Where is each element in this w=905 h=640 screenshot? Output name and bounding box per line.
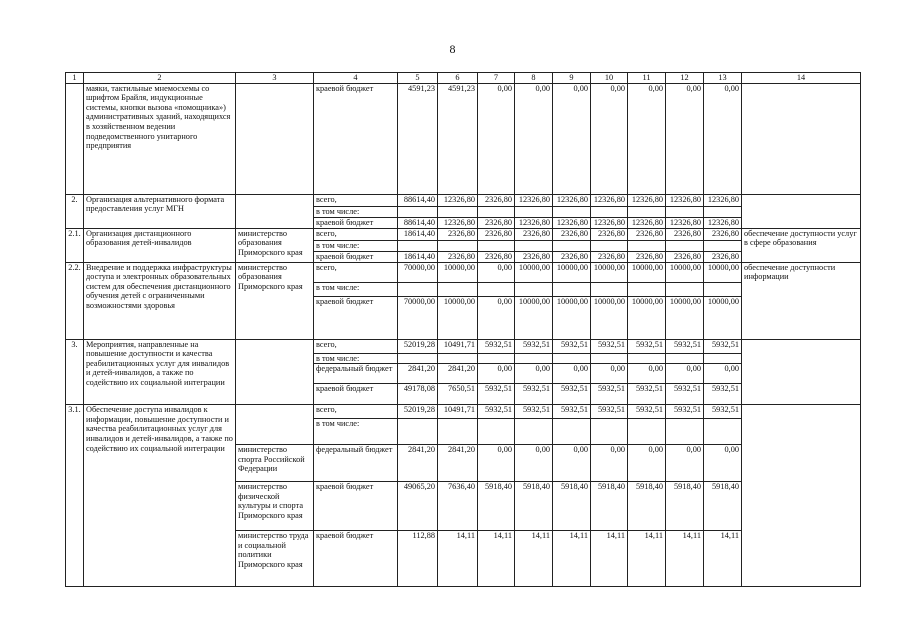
empty-cell <box>438 419 478 445</box>
value-cell: 12326,80 <box>704 217 742 228</box>
row-number: 2.1. <box>66 228 84 262</box>
value-cell: 5918,40 <box>478 482 515 531</box>
value-cell: 12326,80 <box>553 194 591 206</box>
result-cell <box>742 405 861 587</box>
result-text: обеспечение доступности услуг в сфере образования <box>742 228 861 262</box>
value-cell: 7650,51 <box>438 384 478 405</box>
value-cell: 10000,00 <box>704 296 742 339</box>
funding-source: краевой бюджет <box>314 83 398 194</box>
empty-cell <box>628 353 666 364</box>
value-cell: 2326,80 <box>628 251 666 262</box>
empty-cell <box>628 206 666 217</box>
empty-cell <box>666 353 704 364</box>
empty-cell <box>398 206 438 217</box>
funding-source: краевой бюджет <box>314 296 398 339</box>
value-cell: 5932,51 <box>515 339 553 353</box>
funding-incl-label: в том числе: <box>314 206 398 217</box>
value-cell: 5932,51 <box>666 384 704 405</box>
empty-cell <box>515 206 553 217</box>
column-header: 11 <box>628 73 666 84</box>
empty-cell <box>398 240 438 251</box>
value-cell: 2326,80 <box>515 251 553 262</box>
value-cell: 0,00 <box>478 445 515 482</box>
value-cell: 0,00 <box>591 83 628 194</box>
value-cell: 0,00 <box>666 364 704 384</box>
value-cell: 5932,51 <box>553 384 591 405</box>
value-cell: 10000,00 <box>628 262 666 282</box>
value-cell: 2326,80 <box>515 228 553 240</box>
empty-cell <box>628 282 666 296</box>
value-cell: 0,00 <box>591 364 628 384</box>
funding-source: краевой бюджет <box>314 217 398 228</box>
value-cell: 5932,51 <box>628 339 666 353</box>
empty-cell <box>478 282 515 296</box>
value-cell: 2326,80 <box>591 228 628 240</box>
table-row <box>66 228 861 240</box>
value-cell: 12326,80 <box>591 217 628 228</box>
value-cell: 5932,51 <box>704 405 742 419</box>
value-cell: 10000,00 <box>515 262 553 282</box>
value-cell: 0,00 <box>628 83 666 194</box>
value-cell: 0,00 <box>515 445 553 482</box>
activity-name: Мероприятия, направленные на повышение доступности и качества реабилитационных услуг для инвалидов и детей-инвалидов, а также по содействию их социальной интеграции <box>84 339 236 405</box>
value-cell: 2326,80 <box>666 251 704 262</box>
value-cell: 0,00 <box>704 445 742 482</box>
empty-cell <box>666 240 704 251</box>
funding-incl-label: в том числе: <box>314 353 398 364</box>
empty-cell <box>628 240 666 251</box>
column-header: 4 <box>314 73 398 84</box>
value-cell: 5932,51 <box>628 405 666 419</box>
empty-cell <box>553 206 591 217</box>
activity-name: Организация дистанционного образования детей-инвалидов <box>84 228 236 262</box>
value-cell: 2326,80 <box>704 251 742 262</box>
executor-cell <box>236 405 314 445</box>
value-cell: 0,00 <box>515 83 553 194</box>
empty-cell <box>438 353 478 364</box>
value-cell: 2326,80 <box>666 228 704 240</box>
executor: министерство спорта Российской Федерации <box>236 445 314 482</box>
executor-cell <box>236 194 314 228</box>
value-cell: 10491,71 <box>438 405 478 419</box>
table-row <box>66 262 861 282</box>
result-text: обеспечение доступности информации <box>742 262 861 339</box>
value-cell: 2326,80 <box>438 228 478 240</box>
column-header: 1 <box>66 73 84 84</box>
funding-source: федеральный бюджет <box>314 445 398 482</box>
value-cell: 2326,80 <box>628 228 666 240</box>
activity-name: маяки, тактильные мнемосхемы со шрифтом Брайля, индукционные системы, кнопки вызова «помощника») административных зданий, находящихся в хозяйственном ведении подведомственного унитарного предприятия <box>84 83 236 194</box>
value-cell: 5932,51 <box>666 405 704 419</box>
value-cell: 5932,51 <box>478 384 515 405</box>
value-cell: 4591,23 <box>438 83 478 194</box>
value-cell: 88614,40 <box>398 217 438 228</box>
value-cell: 14,11 <box>478 531 515 587</box>
row-number-cell <box>66 83 84 194</box>
row-number: 2. <box>66 194 84 228</box>
value-cell: 5932,51 <box>591 339 628 353</box>
row-number: 2.2. <box>66 262 84 339</box>
value-cell: 0,00 <box>666 83 704 194</box>
column-header: 12 <box>666 73 704 84</box>
empty-cell <box>553 353 591 364</box>
value-cell: 14,11 <box>704 531 742 587</box>
value-cell: 14,11 <box>515 531 553 587</box>
result-cell <box>742 339 861 405</box>
value-cell: 2326,80 <box>478 228 515 240</box>
value-cell: 5918,40 <box>591 482 628 531</box>
value-cell: 10491,71 <box>438 339 478 353</box>
empty-cell <box>666 206 704 217</box>
result-cell <box>742 83 861 194</box>
column-header: 2 <box>84 73 236 84</box>
value-cell: 5932,51 <box>591 384 628 405</box>
value-cell: 12326,80 <box>515 194 553 206</box>
value-cell: 2326,80 <box>553 251 591 262</box>
value-cell: 5932,51 <box>515 384 553 405</box>
value-cell: 0,00 <box>515 364 553 384</box>
empty-cell <box>591 419 628 445</box>
column-header: 14 <box>742 73 861 84</box>
value-cell: 0,00 <box>666 445 704 482</box>
value-cell: 5932,51 <box>704 339 742 353</box>
empty-cell <box>398 282 438 296</box>
value-cell: 5932,51 <box>591 405 628 419</box>
value-cell: 2326,80 <box>478 217 515 228</box>
funding-total-label: всего, <box>314 339 398 353</box>
column-header: 3 <box>236 73 314 84</box>
executor: министерство образования Приморского края <box>236 262 314 339</box>
value-cell: 0,00 <box>478 83 515 194</box>
value-cell: 12326,80 <box>553 217 591 228</box>
value-cell: 14,11 <box>628 531 666 587</box>
value-cell: 12326,80 <box>666 217 704 228</box>
value-cell: 10000,00 <box>553 262 591 282</box>
column-header: 5 <box>398 73 438 84</box>
value-cell: 2841,20 <box>398 364 438 384</box>
empty-cell <box>398 419 438 445</box>
funding-incl-label: в том числе: <box>314 240 398 251</box>
empty-cell <box>515 353 553 364</box>
value-cell: 0,00 <box>704 83 742 194</box>
value-cell: 10000,00 <box>704 262 742 282</box>
value-cell: 10000,00 <box>666 262 704 282</box>
value-cell: 10000,00 <box>438 262 478 282</box>
empty-cell <box>478 419 515 445</box>
executor: министерство труда и социальной политики Приморского края <box>236 531 314 587</box>
empty-cell <box>591 282 628 296</box>
value-cell: 2841,20 <box>398 445 438 482</box>
empty-cell <box>478 240 515 251</box>
value-cell: 14,11 <box>591 531 628 587</box>
funding-source: федеральный бюджет <box>314 364 398 384</box>
empty-cell <box>704 206 742 217</box>
value-cell: 0,00 <box>553 445 591 482</box>
value-cell: 14,11 <box>438 531 478 587</box>
value-cell: 18614,40 <box>398 228 438 240</box>
value-cell: 5932,51 <box>515 405 553 419</box>
value-cell: 12326,80 <box>628 194 666 206</box>
funding-total-label: всего, <box>314 262 398 282</box>
value-cell: 5918,40 <box>704 482 742 531</box>
value-cell: 4591,23 <box>398 83 438 194</box>
value-cell: 0,00 <box>591 445 628 482</box>
executor: министерство образования Приморского края <box>236 228 314 262</box>
value-cell: 12326,80 <box>704 194 742 206</box>
value-cell: 0,00 <box>553 83 591 194</box>
row-number: 3.1. <box>66 405 84 587</box>
value-cell: 12326,80 <box>591 194 628 206</box>
value-cell: 0,00 <box>628 445 666 482</box>
table-row <box>66 339 861 353</box>
value-cell: 12326,80 <box>515 217 553 228</box>
value-cell: 5932,51 <box>478 339 515 353</box>
value-cell: 70000,00 <box>398 296 438 339</box>
value-cell: 5932,51 <box>704 384 742 405</box>
value-cell: 5918,40 <box>666 482 704 531</box>
value-cell: 10000,00 <box>591 262 628 282</box>
row-number: 3. <box>66 339 84 405</box>
funding-total-label: всего, <box>314 405 398 419</box>
value-cell: 2326,80 <box>438 251 478 262</box>
value-cell: 0,00 <box>628 364 666 384</box>
funding-source: краевой бюджет <box>314 384 398 405</box>
value-cell: 5932,51 <box>478 405 515 419</box>
empty-cell <box>478 353 515 364</box>
empty-cell <box>704 282 742 296</box>
value-cell: 14,11 <box>666 531 704 587</box>
column-header: 7 <box>478 73 515 84</box>
value-cell: 2841,20 <box>438 364 478 384</box>
empty-cell <box>438 206 478 217</box>
table-row <box>66 73 861 84</box>
column-header: 6 <box>438 73 478 84</box>
empty-cell <box>438 240 478 251</box>
value-cell: 12326,80 <box>438 194 478 206</box>
activity-name: Обеспечение доступа инвалидов к информации, повышение доступности и качества реабилитационных услуг для инвалидов и детей-инвалидов, а также по содействию их социальной интеграции <box>84 405 236 587</box>
value-cell: 5932,51 <box>553 339 591 353</box>
page-number: 8 <box>449 42 456 56</box>
value-cell: 0,00 <box>478 262 515 282</box>
value-cell: 5918,40 <box>515 482 553 531</box>
executor: министерство физической культуры и спорта Приморского края <box>236 482 314 531</box>
value-cell: 12326,80 <box>666 194 704 206</box>
value-cell: 12326,80 <box>628 217 666 228</box>
activity-name: Внедрение и поддержка инфраструктуры доступа и электронных образовательных систем для обеспечения дистанционного обучения детей с ограниченными возможностями здоровья <box>84 262 236 339</box>
value-cell: 0,00 <box>553 364 591 384</box>
value-cell: 49178,08 <box>398 384 438 405</box>
value-cell: 52019,28 <box>398 405 438 419</box>
empty-cell <box>591 353 628 364</box>
empty-cell <box>553 240 591 251</box>
empty-cell <box>553 419 591 445</box>
funding-incl-label: в том числе: <box>314 419 398 445</box>
table-row <box>66 194 861 206</box>
value-cell: 52019,28 <box>398 339 438 353</box>
value-cell: 5918,40 <box>553 482 591 531</box>
empty-cell <box>553 282 591 296</box>
value-cell: 7636,40 <box>438 482 478 531</box>
activity-name: Организация альтернативного формата предоставления услуг МГН <box>84 194 236 228</box>
empty-cell <box>591 240 628 251</box>
value-cell: 2326,80 <box>553 228 591 240</box>
funding-total-label: всего, <box>314 194 398 206</box>
value-cell: 5932,51 <box>666 339 704 353</box>
value-cell: 5918,40 <box>628 482 666 531</box>
empty-cell <box>515 240 553 251</box>
value-cell: 0,00 <box>478 296 515 339</box>
funding-source: краевой бюджет <box>314 531 398 587</box>
funding-total-label: всего, <box>314 228 398 240</box>
value-cell: 18614,40 <box>398 251 438 262</box>
empty-cell <box>515 419 553 445</box>
funding-incl-label: в том числе: <box>314 282 398 296</box>
value-cell: 10000,00 <box>553 296 591 339</box>
value-cell: 10000,00 <box>591 296 628 339</box>
column-header: 10 <box>591 73 628 84</box>
column-header: 13 <box>704 73 742 84</box>
value-cell: 14,11 <box>553 531 591 587</box>
value-cell: 10000,00 <box>628 296 666 339</box>
value-cell: 2841,20 <box>438 445 478 482</box>
empty-cell <box>628 419 666 445</box>
value-cell: 70000,00 <box>398 262 438 282</box>
value-cell: 88614,40 <box>398 194 438 206</box>
value-cell: 112,88 <box>398 531 438 587</box>
value-cell: 2326,80 <box>591 251 628 262</box>
funding-source: краевой бюджет <box>314 482 398 531</box>
empty-cell <box>666 282 704 296</box>
value-cell: 10000,00 <box>515 296 553 339</box>
empty-cell <box>704 419 742 445</box>
value-cell: 5932,51 <box>628 384 666 405</box>
value-cell: 12326,80 <box>438 217 478 228</box>
budget-table <box>65 72 861 587</box>
executor-cell <box>236 339 314 405</box>
value-cell: 10000,00 <box>438 296 478 339</box>
table-row <box>66 405 861 419</box>
value-cell: 0,00 <box>478 364 515 384</box>
empty-cell <box>704 353 742 364</box>
value-cell: 2326,80 <box>478 251 515 262</box>
table-row <box>66 83 861 194</box>
empty-cell <box>591 206 628 217</box>
result-cell <box>742 194 861 228</box>
value-cell: 2326,80 <box>478 194 515 206</box>
value-cell: 5932,51 <box>553 405 591 419</box>
empty-cell <box>478 206 515 217</box>
column-header: 9 <box>553 73 591 84</box>
empty-cell <box>398 353 438 364</box>
empty-cell <box>515 282 553 296</box>
value-cell: 0,00 <box>704 364 742 384</box>
empty-cell <box>438 282 478 296</box>
empty-cell <box>704 240 742 251</box>
value-cell: 49065,20 <box>398 482 438 531</box>
funding-source: краевой бюджет <box>314 251 398 262</box>
value-cell: 2326,80 <box>704 228 742 240</box>
empty-cell <box>666 419 704 445</box>
executor-cell <box>236 83 314 194</box>
column-header: 8 <box>515 73 553 84</box>
value-cell: 10000,00 <box>666 296 704 339</box>
